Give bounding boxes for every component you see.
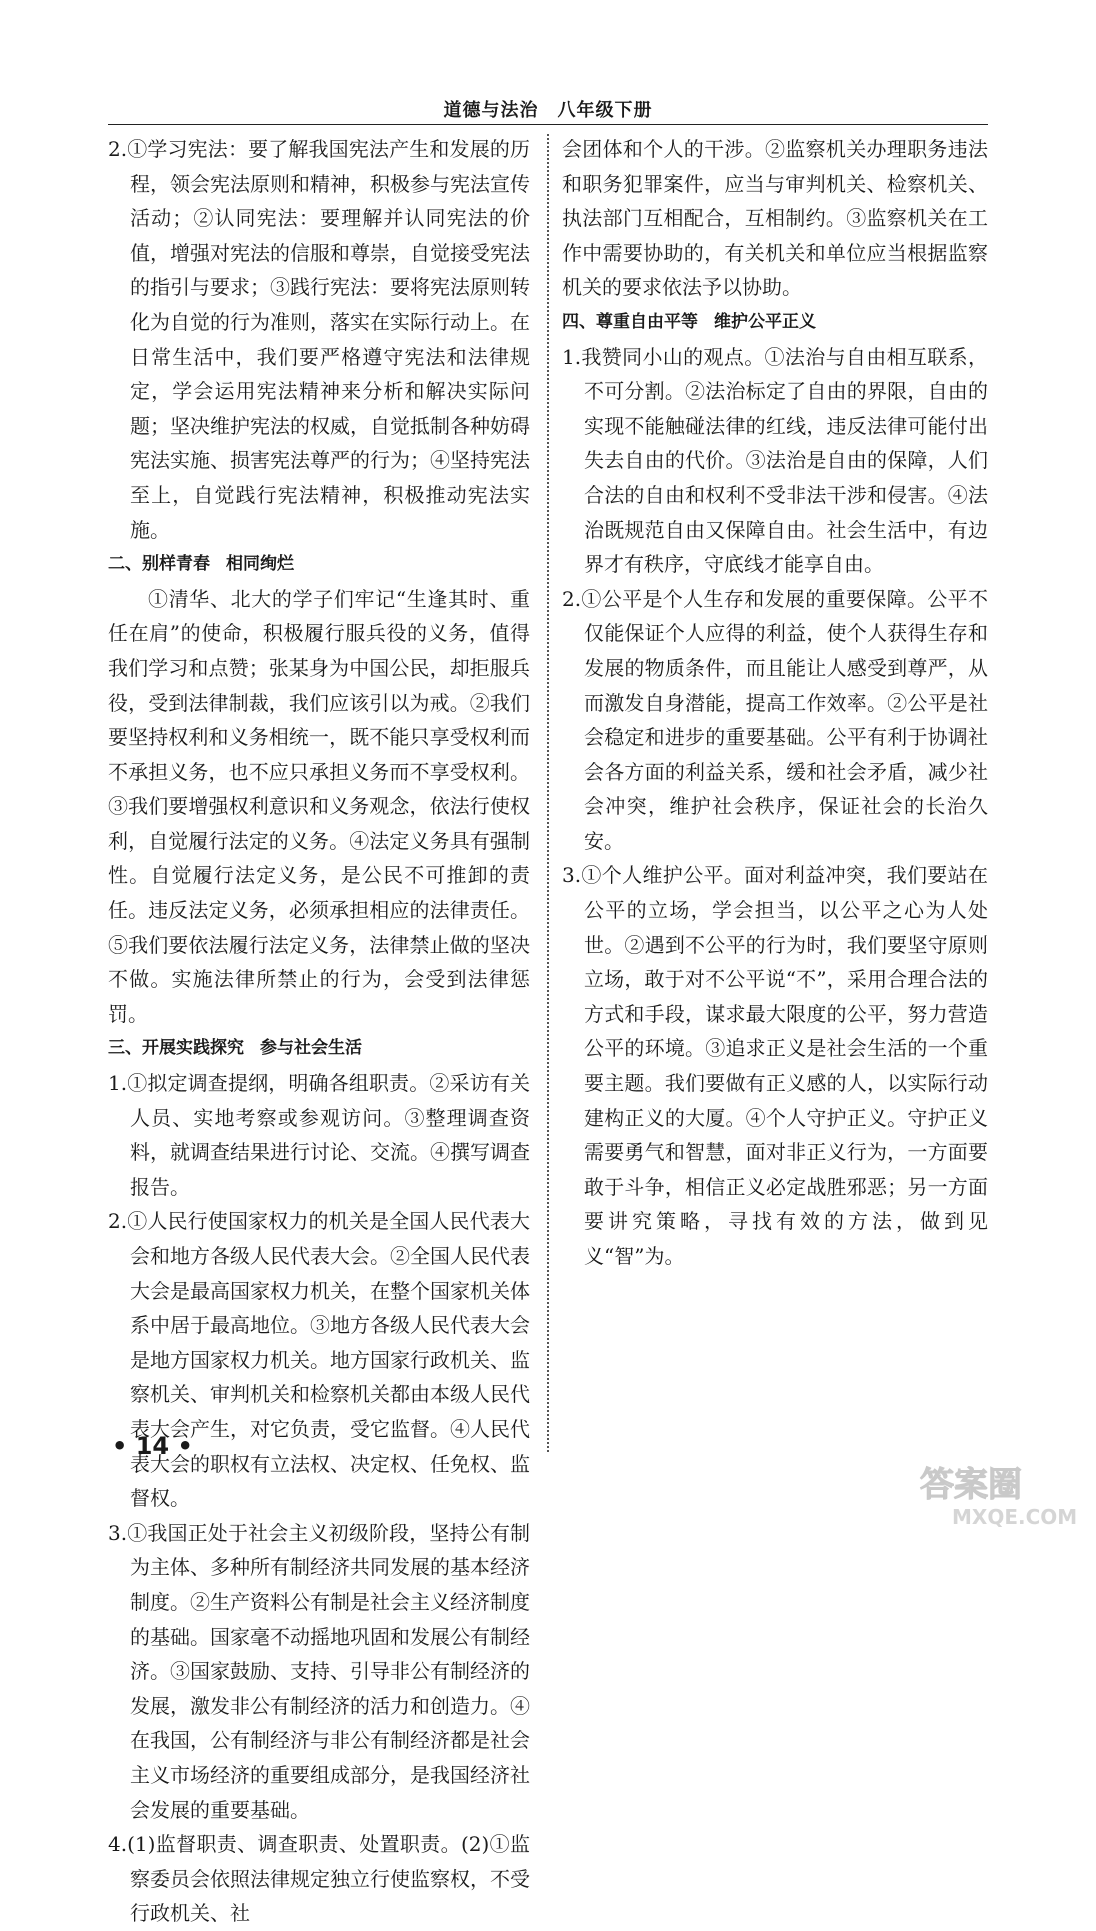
section-heading bbox=[108, 547, 530, 582]
watermark-line2: MXQE.COM bbox=[952, 1505, 1078, 1529]
section-heading-part: 四、尊重自由平等 bbox=[562, 311, 698, 332]
watermark-line1: 答案圈 bbox=[920, 1465, 1022, 1505]
answer-item: 2.①公平是个人生存和发展的重要保障。公平不仅能保证个人应得的利益，使个人获得生存和发展的物质条件，而且能让人感受到尊严，从而激发自身潜能，提高工作效率。②公平是社会稳定和进步的重要基础。公平有利于协调社会各方面的利益关系，缓和社会矛盾，减少社会冲突，维护社会秩序，保证社会的长治久安。 bbox=[562, 586, 988, 853]
section-heading-part: 参与社会生活 bbox=[260, 1038, 362, 1059]
section-heading-part: 维护公平正义 bbox=[714, 311, 816, 332]
answer-item: 1.我赞同小山的观点。①法治与自由相互联系，不可分割。②法治标定了自由的界限，自由的实现不能触碰法律的红线，违反法律可能付出失去自由的代价。③法治是自由的保障，人们合法的自由和权利不受非法干涉和侵害。④法治既规范自由又保障自由。社会生活中，有边界才有秩序，守底线才能享自由。 bbox=[562, 344, 988, 577]
answer-continuation: 会团体和个人的干涉。②监察机关办理职务违法和职务犯罪案件，应当与审判机关、检察机关、执法部门互相配合，互相制约。③监察机关在工作中需要协助的，有关机关和单位应当根据监察机关的要求依法予以协助。 bbox=[562, 137, 988, 300]
answer-item: 2.①学习宪法：要了解我国宪法产生和发展的历程，领会宪法原则和精神，积极参与宪法宣传活动；②认同宪法：要理解并认同宪法的价值，增强对宪法的信服和尊崇，自觉接受宪法的指引与要求；③践行宪法：要将宪法原则转化为自觉的行为准则，落实在实际行动上。在日常生活中，我们要严格遵守宪法和法律规定，学会运用宪法精神来分析和解决实际问题；坚决维护宪法的权威，自觉抵制各种妨碍宪法实施、损害宪法尊严的行为；④坚持宪法至上，自觉践行宪法精神，积极推动宪法实施。 bbox=[108, 137, 530, 542]
page-header-title: 道德与法治 八年级下册 bbox=[443, 100, 653, 121]
header-divider bbox=[108, 124, 988, 125]
section-heading-part: 相同绚烂 bbox=[226, 554, 294, 575]
watermark-logo bbox=[912, 1456, 1092, 1532]
answer-item: 3.①我国正处于社会主义初级阶段，坚持公有制为主体、多种所有制经济共同发展的基本经济制度。②生产资料公有制是社会主义经济制度的基础。国家毫不动摇地巩固和发展公有制经济。③国家鼓励、支持、引导非公有制经济的发展，激发非公有制经济的活力和创造力。④在我国，公有制经济与非公有制经济都是社会主义市场经济的重要组成部分，是我国经济社会发展的重要基础。 bbox=[108, 1520, 530, 1822]
answer-paragraph: ①清华、北大的学子们牢记“生逢其时、重任在肩”的使命，积极履行服兵役的义务，值得我们学习和点赞；张某身为中国公民，却拒服兵役，受到法律制裁，我们应该引以为戒。②我们要坚持权利和义务相统一，既不能只享受权利而不承担义务，也不应只承担义务而不享受权利。③我们要增强权利意识和义务观念，依法行使权利，自觉履行法定的义务。④法定义务具有强制性。自觉履行法定义务，是公民不可推卸的责任。违反法定义务，必须承担相应的法律责任。⑤我们要依法履行法定义务，法律禁止做的坚决不做。实施法律所禁止的行为，会受到法律惩罚。 bbox=[108, 586, 530, 1026]
section-heading-part: 二、别样青春 bbox=[108, 554, 210, 575]
page-number: • 14 • bbox=[112, 1432, 193, 1460]
left-column bbox=[108, 132, 530, 1931]
section-heading bbox=[108, 1031, 530, 1066]
answer-item: 3.①个人维护公平。面对利益冲突，我们要站在公平的立场，学会担当，以公平之心为人处世。②遇到不公平的行为时，我们要坚守原则立场，敢于对不公平说“不”，采用合理合法的方式和手段，谋求最大限度的公平，努力营造公平的环境。③追求正义是社会生活的一个重要主题。我们要做有正义感的人，以实际行动建构正义的大厦。④个人守护正义。守护正义需要勇气和智慧，面对非正义行为，一方面要敢于斗争，相信正义必定战胜邪恶；另一方面要讲究策略，寻找有效的方法，做到见义“智”为。 bbox=[562, 863, 988, 1268]
answer-item: 4.(1)监督职责、调查职责、处置职责。(2)①监察委员会依照法律规定独立行使监察权，不受行政机关、社 bbox=[108, 1832, 530, 1926]
answer-item: 1.①拟定调查提纲，明确各组职责。②采访有关人员、实地考察或参观访问。③整理调查资料，就调查结果进行讨论、交流。④撰写调查报告。 bbox=[108, 1071, 530, 1199]
section-heading-part: 三、开展实践探究 bbox=[108, 1038, 244, 1059]
answer-item: 2.①人民行使国家权力的机关是全国人民代表大会和地方各级人民代表大会。②全国人民代表大会是最高国家权力机关，在整个国家机关体系中居于最高地位。③地方各级人民代表大会是地方国家权力机关。地方国家行政机关、监察机关、审判机关和检察机关都由本级人民代表大会产生，对它负责，受它监督。④人民代表大会的职权有立法权、决定权、任免权、监督权。 bbox=[108, 1209, 530, 1511]
column-divider bbox=[547, 134, 549, 1452]
right-column bbox=[562, 132, 988, 1274]
section-heading bbox=[562, 305, 988, 340]
